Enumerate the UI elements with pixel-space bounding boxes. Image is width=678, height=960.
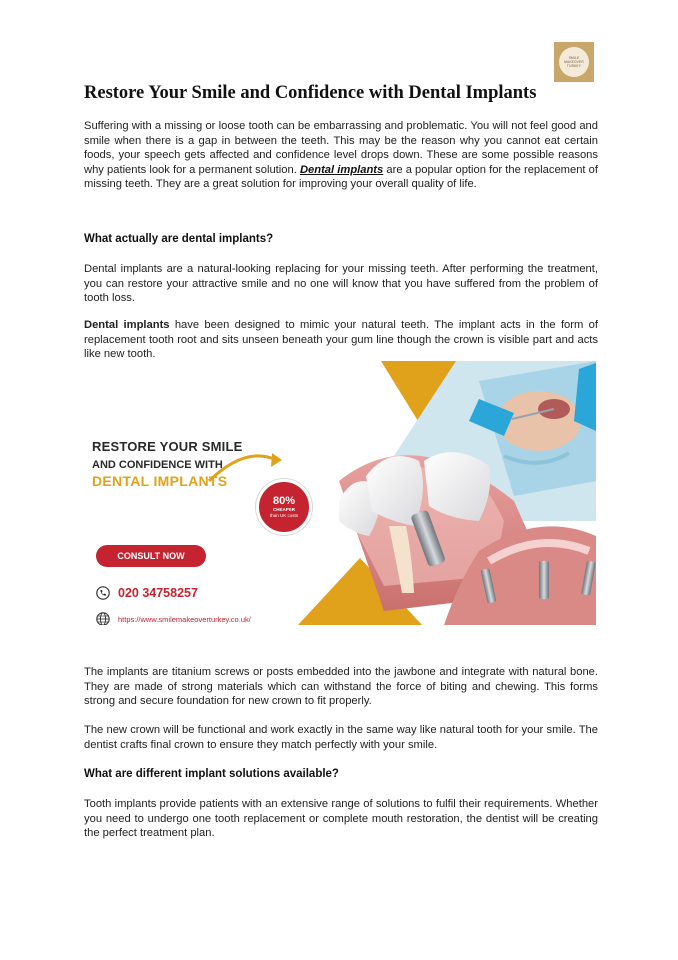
website-row[interactable] [96, 612, 251, 625]
paragraph-mimic-teeth [84, 318, 598, 362]
phone-row[interactable] [96, 586, 198, 600]
intro-text-a: Suffering with a missing or loose tooth can be embarrassing and problematic. You will not feel good and smile when there is a gap in between the teeth. This may be the reason why you cannot eat certain foods, your speech gets affected and confidence level drops down. These are some possible reasons why patients look for a permanent solution. [84, 120, 598, 176]
brand-logo-seal [559, 47, 589, 77]
banner-heading-line3: DENTAL IMPLANTS [92, 473, 228, 489]
brand-logo [554, 42, 594, 82]
promo-banner [84, 361, 596, 625]
dental-implants-link[interactable]: Dental implants [299, 163, 384, 176]
intro-paragraph [84, 119, 598, 192]
banner-heading-line1: RESTORE YOUR SMILE [92, 439, 243, 454]
logo-text-3: TURKEY [566, 64, 582, 68]
arrow-head [271, 453, 282, 467]
paragraph-new-crown: The new crown will be functional and work exactly in the same way like natural tooth for your smile. The dentist crafts final crown to ensure they match perfectly with your smile. [84, 724, 598, 751]
section-heading-what-are-implants: What actually are dental implants? [84, 233, 274, 245]
globe-icon [96, 612, 110, 625]
badge-uk-costs: than UK costs [269, 513, 298, 518]
paragraph-mimic-text: have been designed to mimic your natural teeth. The implant acts in the form of replacement tooth root and sits unseen beneath your gum line though the crown is visible part and acts like new tooth. [84, 319, 598, 361]
consult-now-button[interactable]: CONSULT NOW [96, 545, 206, 567]
logo-text-1: SMILE [568, 56, 580, 60]
paragraph-solutions: Tooth implants provide patients with an extensive range of solutions to fulfil their requirements. Whether you need to undergo one tooth replacement or complete mouth restoration, the dentist will be creating the perfect treatment plan. [84, 798, 598, 840]
phone-icon [96, 586, 110, 600]
website-url: https://www.smilemakeoverturkey.co.uk/ [118, 614, 251, 624]
badge-percent: 80% [272, 495, 296, 507]
section-heading-solutions: What are different implant solutions available? [84, 768, 339, 780]
page-title: Restore Your Smile and Confidence with Dental Implants [84, 83, 537, 103]
discount-badge [256, 479, 312, 535]
banner-heading-line2: AND CONFIDENCE WITH [92, 459, 223, 471]
phone-number: 020 34758257 [118, 586, 198, 600]
paragraph-definition: Dental implants are a natural-looking replacing for your missing teeth. After performing the treatment, you can restore your attractive smile and no one will know that you have suffered from the problem of tooth loss. [84, 263, 598, 305]
badge-cheaper: CHEAPER [272, 507, 295, 512]
logo-text-2: MAKEOVER [564, 60, 584, 64]
intro-text-b: are a popular option for the replacement of missing teeth. They are a great solution for improving your overall quality of life. [84, 163, 598, 191]
paragraph-bold-term: Dental implants [84, 319, 170, 331]
paragraph-titanium: The implants are titanium screws or posts embedded into the jawbone and integrate with natural bone. They are made of strong materials which can withstand the force of biting and chewing. This forms strong and secure foundation for new crown to fit properly. [84, 666, 598, 708]
